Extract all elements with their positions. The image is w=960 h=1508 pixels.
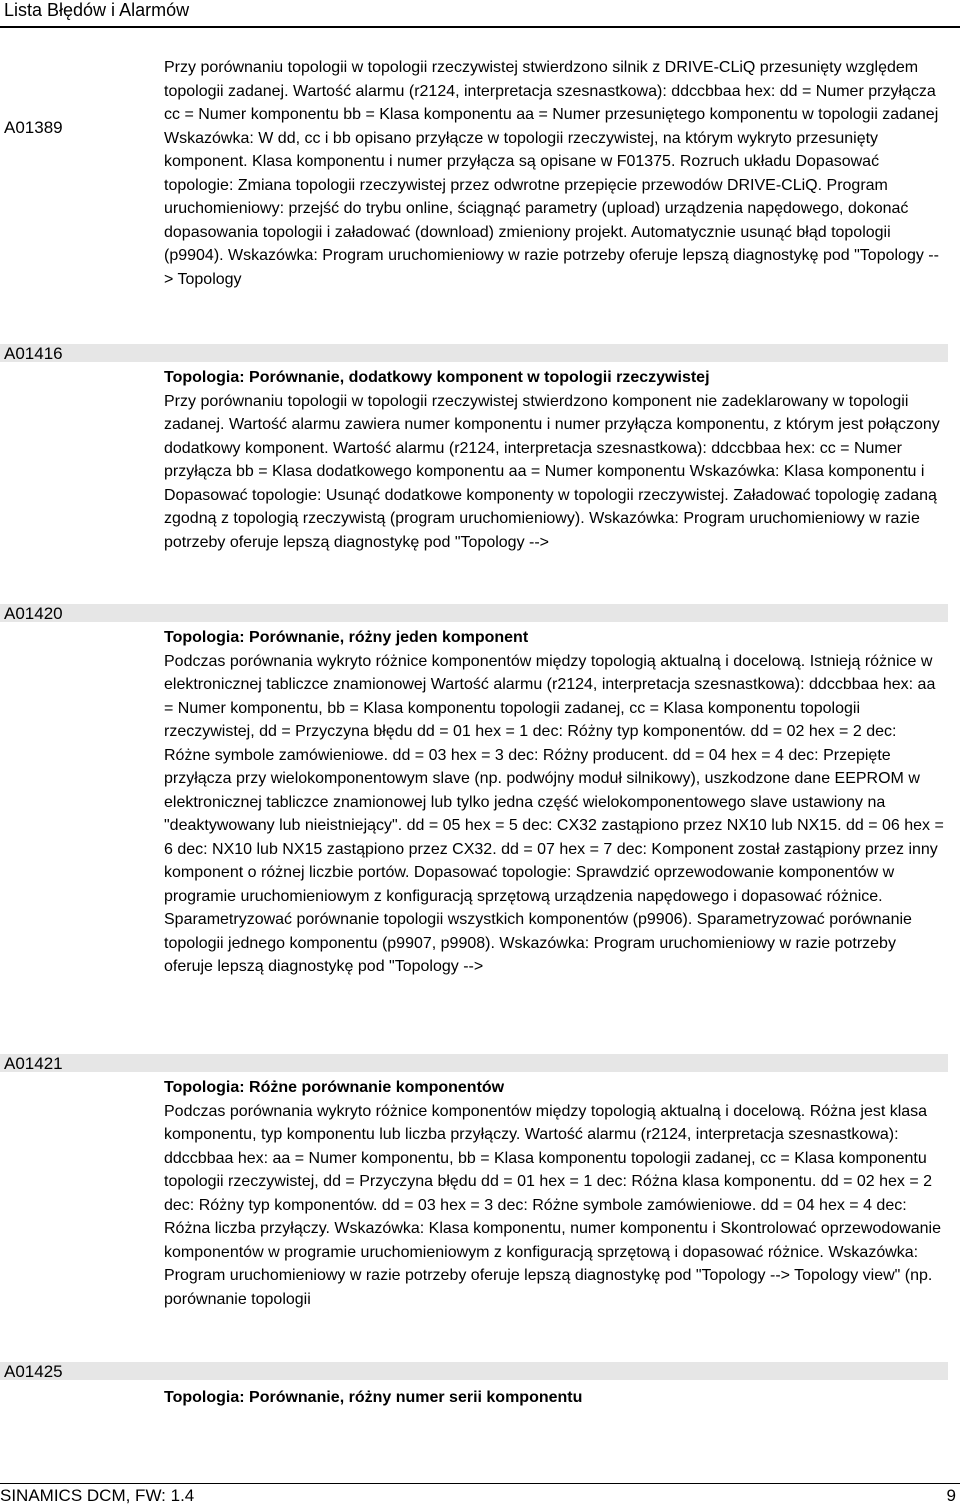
page-title: Lista Błędów i Alarmów xyxy=(4,0,190,20)
alarm-code: A01416 xyxy=(4,344,63,363)
alarm-code: A01421 xyxy=(4,1054,63,1073)
header-divider xyxy=(0,26,960,28)
alarm-description xyxy=(164,626,944,979)
page-number: 9 xyxy=(946,1486,956,1505)
entry-separator-bar xyxy=(0,1362,948,1380)
entry-separator-bar xyxy=(0,1054,948,1072)
alarm-body: Podczas porównania wykryto różnice komponentów między topologią aktualną i docelową. Różna jest klasa komponentu, typ komponentu lub liczba przyłączy. Wartość alarmu (r2124, interpretacja szesnastkowa): ddccbbaa hex: aa = Numer komponentu, bb = Klasa komponentu topologii zadanej, cc = Klasa komponentu topologii rzeczywistej, dd = Przyczyna błędu dd = 01 hex = 1 dec: Różna klasa komponentu. dd = 02 hex = 2 dec: Różny typ komponentów. dd = 03 hex = 3 dec: Różne symbole zamówieniowe. dd = 04 hex = 4 dec: Różna liczba przyłączy. Wskazówka: Klasa komponentu, numer komponentu i Skontrolować oprzewodowanie komponentów w programie uruchomieniowym z konfiguracją sprzętową i dopasować różnice. Wskazówka: Program uruchomieniowy w razie potrzeby oferuje lepszą diagnostykę pod "Topology --> Topology view" (np. porównanie topologii xyxy=(164,1102,941,1308)
alarm-description xyxy=(164,1076,944,1311)
footer-divider xyxy=(0,1483,960,1484)
alarm-code: A01425 xyxy=(4,1362,63,1381)
alarm-title: Topologia: Porównanie, różny numer serii komponentu xyxy=(164,1389,583,1406)
alarm-body: Przy porównaniu topologii w topologii rzeczywistej stwierdzono komponent nie zadeklarowany w topologii zadanej. Wartość alarmu zawiera numer komponentu i numer przyłącza komponentu, z którym jest połączony dodatkowy komponent. Wartość alarmu (r2124, interpretacja szesnastkowa): ddccbbaa hex: cc = Numer przyłącza bb = Klasa dodatkowego komponentu aa = Numer komponentu Wskazówka: Klasa komponentu i Dopasować topologie: Usunąć dodatkowe komponenty w topologii rzeczywistej. Załadować topologię zadaną zgodną z topologią rzeczywistą (program uruchomieniowy). Wskazówka: Program uruchomieniowy w razie potrzeby oferuje lepszą diagnostykę pod "Topology --> xyxy=(164,392,940,551)
alarm-title: Topologia: Porównanie, dodatkowy komponent w topologii rzeczywistej xyxy=(164,369,710,386)
alarm-description xyxy=(164,1386,944,1410)
alarm-description xyxy=(164,366,944,554)
entry-separator-bar xyxy=(0,344,948,362)
alarm-description xyxy=(164,56,944,291)
footer-product: SINAMICS DCM, FW: 1.4 xyxy=(0,1486,195,1505)
entry-separator-bar xyxy=(0,604,948,622)
alarm-title: Topologia: Różne porównanie komponentów xyxy=(164,1079,505,1096)
alarm-title: Topologia: Porównanie, różny jeden komponent xyxy=(164,629,529,646)
alarm-body: Przy porównaniu topologii w topologii rzeczywistej stwierdzono silnik z DRIVE-CLiQ przesunięty względem topologii zadanej. Wartość alarmu (r2124, interpretacja szesnastkowa): ddccbbaa hex: dd = Numer przyłącza cc = Numer komponentu bb = Klasa komponentu aa = Numer przesuniętego komponentu w topologii zadanej Wskazówka: W dd, cc i bb opisano przyłącze w topologii rzeczywistej, na którym wykryto przesunięty komponent. Klasa komponentu i numer przyłącza są opisane w F01375. Rozruch układu Dopasować topologie: Zmiana topologii rzeczywistej przez odwrotne przepięcie przewodów DRIVE-CLiQ. Program uruchomieniowy: przejść do trybu online, ściągnąć parametry (upload) urządzenia napędowego, dokonać dopasowania topologii i załadować (download) zmieniony projekt. Automatycznie usunąć błąd topologii (p9904). Wskazówka: Program uruchomieniowy w razie potrzeby oferuje lepszą diagnostykę pod "Topology --> Topology xyxy=(164,59,939,288)
alarm-body: Podczas porównania wykryto różnice komponentów między topologią aktualną i docelową. Istnieją różnice w elektronicznej tabliczce znamionowej Wartość alarmu (r2124, interpretacja szesnastkowa): ddccbbaa hex: aa = Numer komponentu, bb = Klasa komponentu topologii zadanej, cc = Klasa komponentu topologii rzeczywistej, dd = Przyczyna błędu dd = 01 hex = 1 dec: Różny typ komponentów. dd = 02 hex = 2 dec: Różne symbole zamówieniowe. dd = 03 hex = 3 dec: Różny producent. dd = 04 hex = 4 dec: Przepięte przyłącza przy wielokomponentowym slave (np. podwójny moduł silnikowy), uszkodzone dane EEPROM w elektronicznej tabliczce znamionowej lub tylko jedna część wielokomponentowego slave ustawiony na "deaktywowany lub nieistniejący". dd = 05 hex = 5 dec: CX32 zastąpiono przez NX10 lub NX15. dd = 06 hex = 6 dec: NX10 lub NX15 zastąpiono przez CX32. dd = 07 hex = 7 dec: Komponent został zastąpiony przez inny komponent o różnej liczbie portów. Dopasować topologie: Sprawdzić oprzewodowanie komponentów w programie uruchomieniowym z konfiguracją sprzętową urządzenia napędowego i dopasować różnice. Sparametryzować porównanie topologii wszystkich komponentów (p9906). Sparametryzować porównanie topologii jednego komponentu (p9907, p9908). Wskazówka: Program uruchomieniowy w razie potrzeby oferuje lepszą diagnostykę pod "Topology --> xyxy=(164,652,944,975)
alarm-code: A01389 xyxy=(4,118,63,137)
alarm-code: A01420 xyxy=(4,604,63,623)
